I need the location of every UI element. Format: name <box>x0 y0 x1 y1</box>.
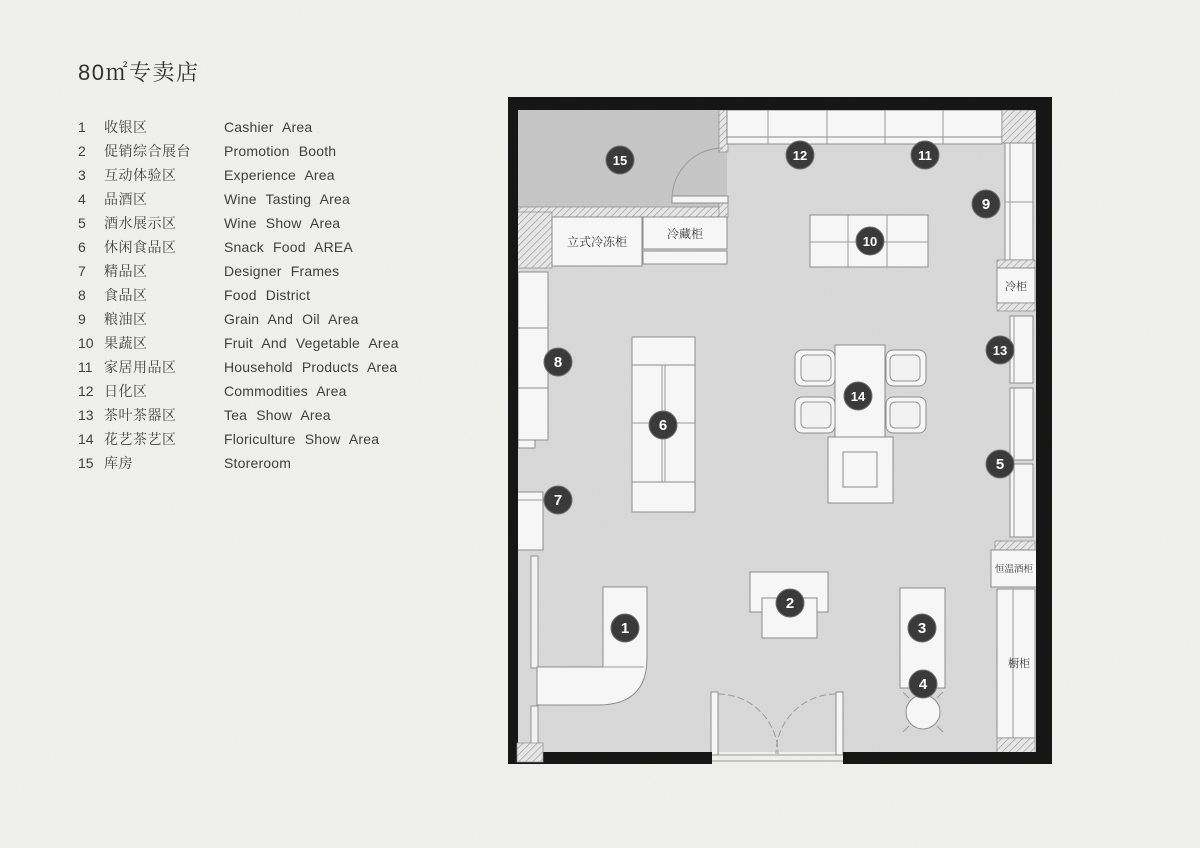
legend-item-en: Household Products Area <box>224 359 398 375</box>
legend-item-en: Promotion Booth <box>224 143 337 159</box>
legend-item-zh: 茶叶茶器区 <box>104 407 177 423</box>
top-wall-shelving <box>727 110 1002 144</box>
corner-pier-topright <box>1002 110 1036 143</box>
chair <box>795 397 835 433</box>
legend-item-en: Commodities Area <box>224 383 347 399</box>
legend-item-num: 3 <box>78 167 86 183</box>
pier-topleft <box>517 212 552 268</box>
legend-item-zh: 精品区 <box>104 263 148 279</box>
upright-freezer <box>552 217 642 266</box>
area-marker-6 <box>649 411 677 439</box>
svg-text:12: 12 <box>792 148 808 163</box>
svg-text:2: 2 <box>785 595 795 612</box>
wine-cabinet <box>991 550 1037 587</box>
legend-item-en: Storeroom <box>224 455 292 471</box>
legend-item-num: 2 <box>78 143 86 159</box>
cooler-hatch-bottom <box>997 303 1035 311</box>
fridge-cabinet <box>643 217 727 264</box>
legend-item-zh: 促销综合展台 <box>104 143 191 159</box>
legend-item-zh: 酒水展示区 <box>104 215 177 231</box>
page-title: 80㎡专卖店 <box>78 60 200 85</box>
cooler-label: 冷柜 <box>1005 281 1027 293</box>
upright-freezer-label: 立式冷冻柜 <box>566 235 628 249</box>
svg-text:13: 13 <box>992 343 1008 358</box>
pier-bottomleft <box>517 743 543 762</box>
left-wall-trim-upper <box>531 556 538 668</box>
right-wall-shelving-upper <box>1005 143 1033 260</box>
area-marker-4 <box>909 670 937 698</box>
legend-item-num: 13 <box>78 407 94 423</box>
svg-text:10: 10 <box>862 234 878 249</box>
svg-text:4: 4 <box>918 676 928 693</box>
legend-item-zh: 花艺茶艺区 <box>104 431 177 447</box>
svg-text:7: 7 <box>553 492 563 509</box>
door-leaf-left <box>711 692 718 755</box>
legend-item-en: Designer Frames <box>224 263 340 279</box>
legend-item-en: Wine Show Area <box>224 215 341 231</box>
legend-item-num: 4 <box>78 191 86 207</box>
legend-item-zh: 食品区 <box>104 287 148 303</box>
area-marker-1 <box>611 614 639 642</box>
svg-text:11: 11 <box>918 148 932 163</box>
chair <box>886 350 926 386</box>
legend-item-zh: 品酒区 <box>104 191 148 207</box>
legend-item-zh: 日化区 <box>104 383 148 399</box>
svg-text:8: 8 <box>553 354 563 371</box>
cupboard-cabinet <box>997 589 1035 738</box>
legend-item-num: 8 <box>78 287 86 303</box>
legend-item-num: 15 <box>78 455 94 471</box>
svg-text:3: 3 <box>917 620 927 637</box>
legend-item-en: Snack Food AREA <box>224 239 353 255</box>
area-marker-11 <box>911 141 939 169</box>
legend-item-zh: 粮油区 <box>104 311 148 327</box>
left-wall-shelving <box>517 272 548 550</box>
svg-text:9: 9 <box>981 196 991 213</box>
storeroom-wall-stub <box>719 203 728 217</box>
legend-item-num: 9 <box>78 311 86 327</box>
left-wall-trim-lower <box>531 706 538 744</box>
legend-item-num: 6 <box>78 239 86 255</box>
legend-item-num: 12 <box>78 383 94 399</box>
legend-item-en: Cashier Area <box>224 119 313 135</box>
legend-item-en: Floriculture Show Area <box>224 431 380 447</box>
cupboard-label: 橱柜 <box>1008 658 1030 670</box>
area-marker-3 <box>908 614 936 642</box>
svg-text:6: 6 <box>658 417 668 434</box>
legend-item-zh: 互动体验区 <box>104 167 177 183</box>
legend-item-num: 10 <box>78 335 94 351</box>
wine-cabinet-label: 恒温酒柜 <box>994 564 1034 575</box>
legend-item-num: 7 <box>78 263 86 279</box>
legend-item-en: Tea Show Area <box>224 407 331 423</box>
legend-item-en: Wine Tasting Area <box>224 191 350 207</box>
svg-text:1: 1 <box>620 620 630 637</box>
legend-item-num: 11 <box>78 359 93 375</box>
chair <box>886 397 926 433</box>
area-marker-10 <box>856 227 884 255</box>
area-marker-2 <box>776 589 804 617</box>
svg-text:14: 14 <box>850 389 866 404</box>
legend-item-num: 1 <box>78 119 86 135</box>
area-marker-14 <box>844 382 872 410</box>
area-marker-5 <box>986 450 1014 478</box>
area-marker-9 <box>972 190 1000 218</box>
chair <box>795 350 835 386</box>
door-leaf-right <box>836 692 843 755</box>
area-marker-7 <box>544 486 572 514</box>
cooler-hatch-top <box>997 260 1035 268</box>
legend-item-num: 5 <box>78 215 86 231</box>
legend-item-zh: 休闲食品区 <box>104 239 177 255</box>
legend-item-zh: 收银区 <box>104 119 148 135</box>
area-marker-12 <box>786 141 814 169</box>
cooler-cabinet <box>997 268 1035 303</box>
fridge-cabinet-label: 冷藏柜 <box>666 227 704 241</box>
area-marker-15 <box>606 146 634 174</box>
display-pedestal <box>828 437 893 503</box>
legend-item-zh: 家居用品区 <box>104 359 177 375</box>
legend-item-en: Experience Area <box>224 167 335 183</box>
legend-item-en: Food District <box>224 287 311 303</box>
legend-item-zh: 果蔬区 <box>104 335 148 351</box>
area-marker-8 <box>544 348 572 376</box>
legend-item-num: 14 <box>78 431 94 447</box>
legend-item-zh: 库房 <box>104 455 133 471</box>
floor-texture <box>518 110 1036 752</box>
legend-item-en: Fruit And Vegetable Area <box>224 335 399 351</box>
storeroom-door-leaf <box>672 196 728 203</box>
svg-text:15: 15 <box>612 153 628 168</box>
area-marker-13 <box>986 336 1014 364</box>
legend-item-en: Grain And Oil Area <box>224 311 359 327</box>
wine-cabinet-hatch-top <box>995 541 1035 550</box>
svg-text:5: 5 <box>995 456 1005 473</box>
